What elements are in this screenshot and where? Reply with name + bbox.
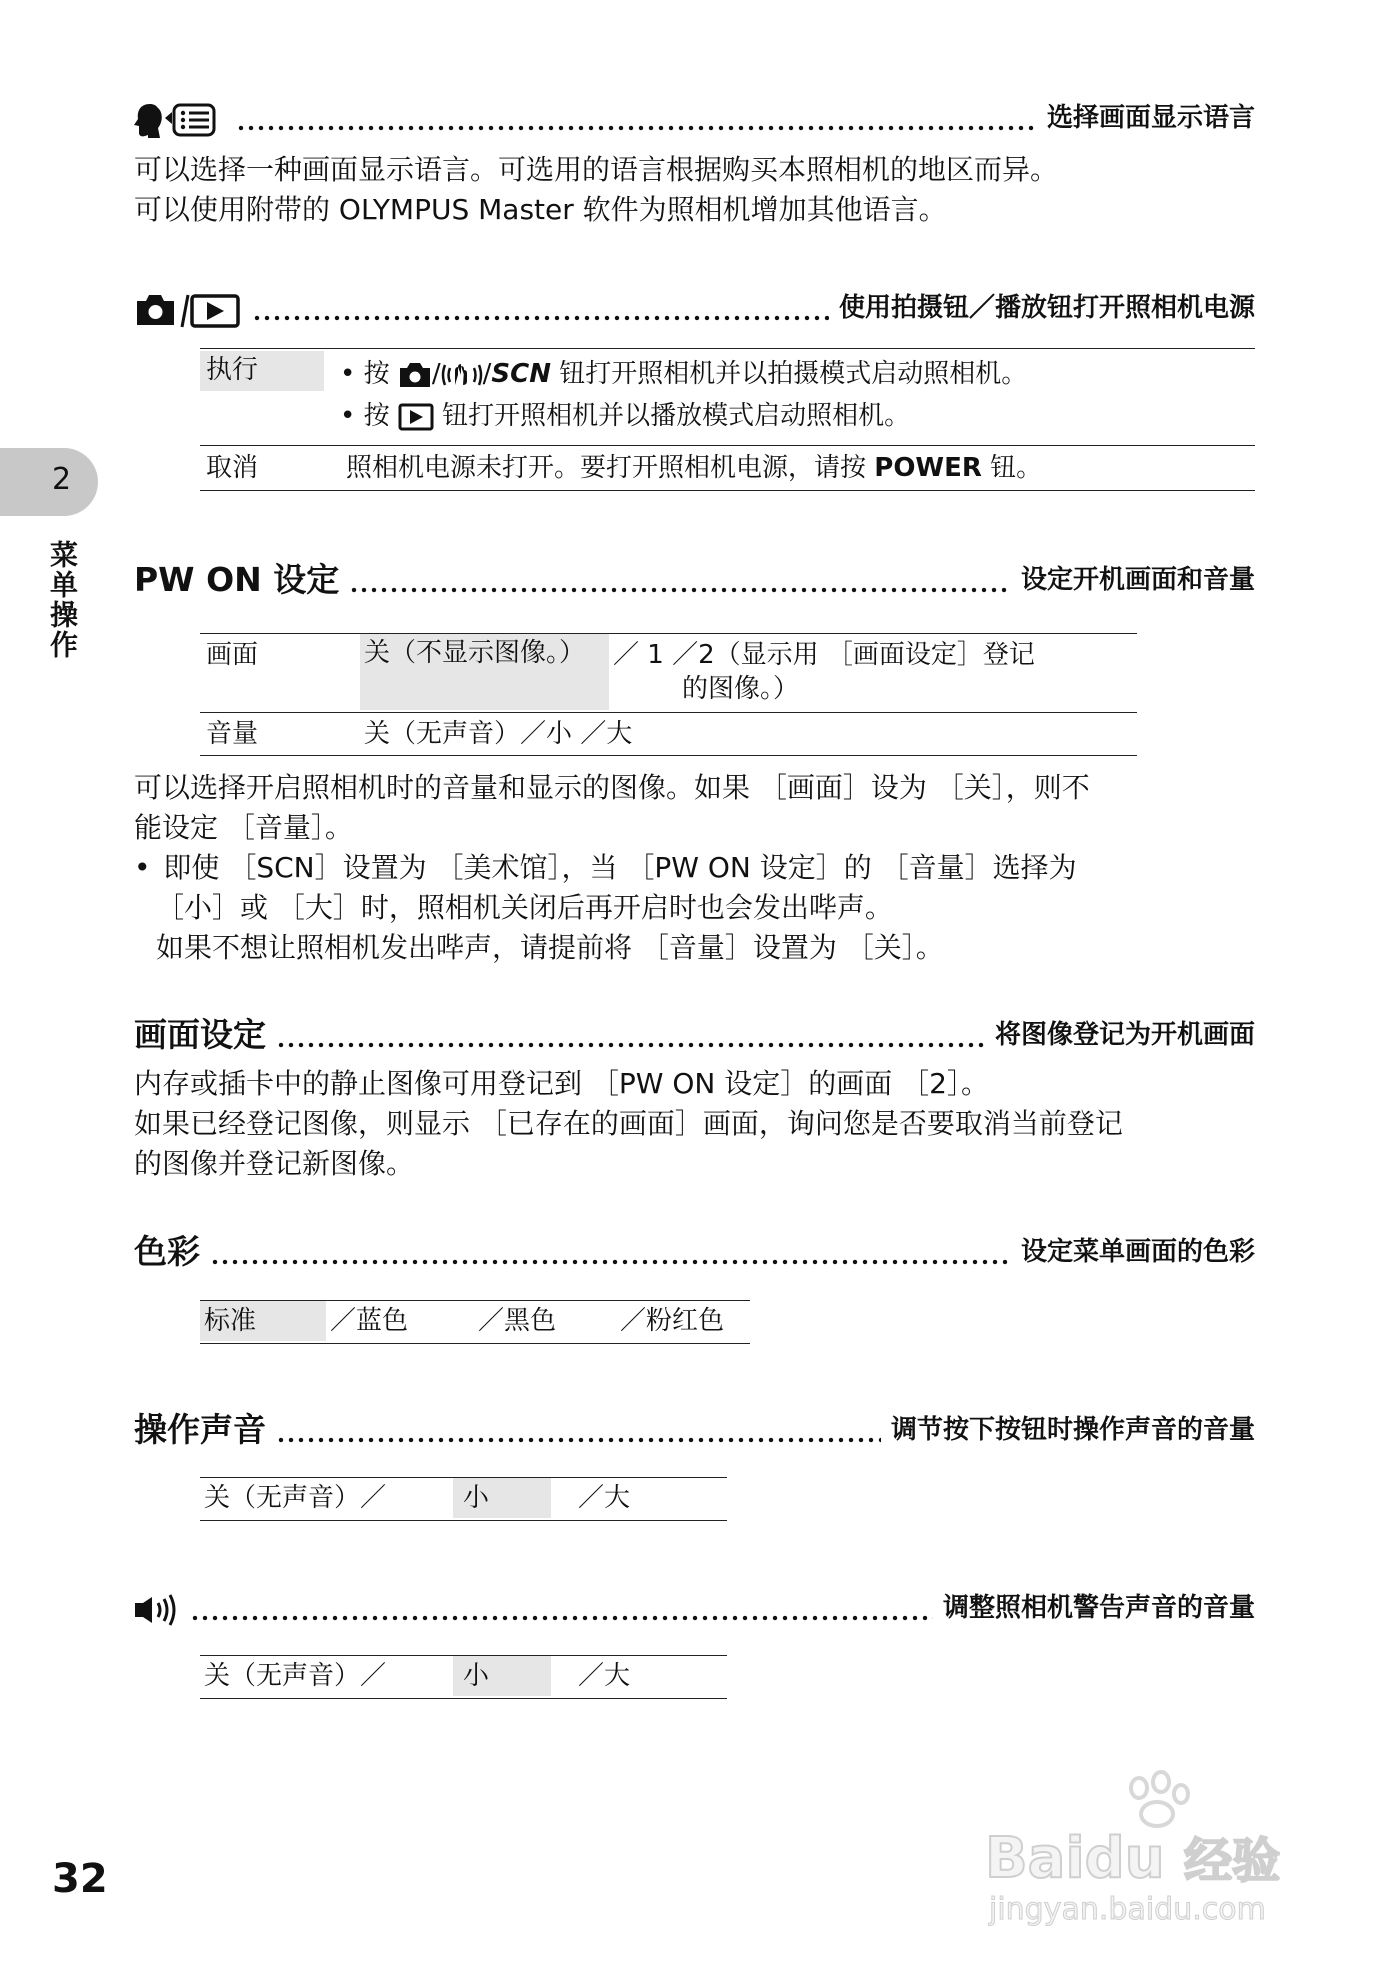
screen-setup-text-3: 的图像并登记新图像。 xyxy=(134,1147,415,1180)
table-row-volume xyxy=(200,713,1137,756)
table-row-screen xyxy=(200,634,1137,713)
leader-dots xyxy=(252,282,829,322)
pw-on-bullet-block xyxy=(134,848,1077,968)
cancel-label: 取消 xyxy=(206,453,259,483)
op-sound-title: 操作声音 xyxy=(134,1410,266,1449)
shoot-play-icons xyxy=(134,286,242,330)
screen-opt-off: 关（不显示图像。） xyxy=(360,634,609,710)
table-row-execute xyxy=(200,349,1255,446)
beep-option-high: ／大 xyxy=(578,1661,631,1691)
screen-setup-desc: 将图像登记为开机画面 xyxy=(994,1020,1255,1050)
color-heading xyxy=(134,1230,1255,1274)
screen-opt-rest: ／ 1 ／2（显示用 ［画面设定］登记 xyxy=(613,640,1035,670)
leader-dots xyxy=(210,1226,1011,1266)
op-sound-options xyxy=(200,1477,727,1521)
op-sound-option-off: 关（无声音）／ xyxy=(204,1483,387,1513)
page-number: 32 xyxy=(52,1856,108,1902)
options-row xyxy=(200,1478,727,1521)
screen-setup-heading xyxy=(134,1013,1255,1057)
language-heading xyxy=(134,96,1255,140)
language-icon xyxy=(134,96,226,140)
camera-icon xyxy=(398,361,432,389)
volume-options: 关（无声音）／小 ／大 xyxy=(364,719,633,749)
screen-setup-title: 画面设定 xyxy=(134,1015,266,1054)
shoot-play-desc: 使用拍摄钮／播放钮打开照相机电源 xyxy=(838,293,1255,323)
bullet-line-2: ［小］或 ［大］时，照相机关闭后再开启时也会发出哔声。 xyxy=(156,891,893,924)
op-sound-desc: 调节按下按钮时操作声音的音量 xyxy=(890,1415,1255,1445)
bullet: • xyxy=(340,401,364,431)
screen-opt-rest-2: 的图像。） xyxy=(682,674,800,704)
cancel-text: 照相机电源未打开。要打开照相机电源，请按 POWER 钮。 xyxy=(346,453,1043,483)
bullet-line-1: • 即使 ［SCN］设置为 ［美术馆］，当 ［PW ON 设定］的 ［音量］选择为 xyxy=(134,851,1077,884)
color-desc: 设定菜单画面的色彩 xyxy=(1020,1237,1255,1267)
options-row xyxy=(200,1301,750,1344)
language-text-1: 可以选择一种画面显示语言。可选用的语言根据购买本照相机的地区而异。 xyxy=(134,153,1059,186)
execute-line-2: • 按 钮打开照相机并以播放模式启动照相机。 xyxy=(340,401,911,431)
play-icon xyxy=(398,403,434,431)
camera-play-icon xyxy=(134,291,242,329)
bullet: • xyxy=(134,851,151,884)
watermark-brand: Baidu 经验 xyxy=(985,1826,1281,1891)
beep-options xyxy=(200,1655,727,1699)
language-text-2: 可以使用附带的 OLYMPUS Master 软件为照相机增加其他语言。 xyxy=(134,193,947,226)
power-label: POWER xyxy=(874,453,982,483)
watermark-url: jingyan.baidu.com xyxy=(989,1892,1266,1927)
pw-on-table xyxy=(200,633,1137,756)
color-option-blue: ／蓝色 xyxy=(330,1306,409,1336)
leader-dots xyxy=(276,1009,985,1049)
color-options xyxy=(200,1300,750,1344)
op-sound-option-low: 小 xyxy=(453,1478,551,1518)
color-title: 色彩 xyxy=(134,1232,200,1271)
bullet-line-3: 如果不想让照相机发出哔声，请提前将 ［音量］设置为 ［关］。 xyxy=(156,931,944,964)
color-option-standard: 标准 xyxy=(200,1301,326,1341)
volume-label: 音量 xyxy=(206,719,259,749)
pw-on-heading xyxy=(134,558,1255,602)
execute-line-1: • 按 / /SCN 钮打开照相机并以拍摄模式启动照相机。 xyxy=(340,359,1028,389)
bullet: • xyxy=(340,359,364,389)
pw-on-text-2: 能设定 ［音量］。 xyxy=(134,811,353,844)
stabilizer-icon xyxy=(441,361,483,389)
pw-on-text-1: 可以选择开启照相机时的音量和显示的图像。如果 ［画面］设为 ［关］，则不 xyxy=(134,771,1090,804)
shoot-play-heading xyxy=(134,286,1255,330)
screen-setup-text-2: 如果已经登记图像，则显示 ［已存在的画面］画面，询问您是否要取消当前登记 xyxy=(134,1107,1123,1140)
chapter-label: 菜单操作 xyxy=(46,540,79,660)
leader-dots xyxy=(236,92,1037,132)
pw-on-title: PW ON 设定 xyxy=(134,560,340,599)
leader-dots xyxy=(190,1582,933,1622)
color-option-pink: ／粉红色 xyxy=(620,1306,725,1336)
execute-label: 执行 xyxy=(200,351,324,391)
leader-dots xyxy=(276,1404,881,1444)
shoot-play-table xyxy=(200,348,1255,491)
beep-option-off: 关（无声音）／ xyxy=(204,1661,387,1691)
pw-on-desc: 设定开机画面和音量 xyxy=(1020,565,1255,595)
beep-option-low: 小 xyxy=(453,1656,551,1696)
screen-label: 画面 xyxy=(206,640,259,670)
language-desc: 选择画面显示语言 xyxy=(1046,103,1255,133)
op-sound-heading xyxy=(134,1408,1255,1452)
speaker-icon xyxy=(134,1586,180,1630)
chapter-tab xyxy=(0,448,98,516)
scn-label: SCN xyxy=(491,359,551,389)
beep-heading xyxy=(134,1586,1255,1630)
baidu-watermark xyxy=(985,1770,1315,1940)
options-row xyxy=(200,1656,727,1699)
leader-dots xyxy=(349,554,1011,594)
screen-setup-text-1: 内存或插卡中的静止图像可用登记到 ［PW ON 设定］的画面 ［2］。 xyxy=(134,1067,989,1100)
beep-desc: 调整照相机警告声音的音量 xyxy=(942,1593,1255,1623)
table-row-cancel xyxy=(200,446,1255,491)
op-sound-option-high: ／大 xyxy=(578,1483,631,1513)
color-option-black: ／黑色 xyxy=(478,1306,557,1336)
chapter-number: 2 xyxy=(52,462,72,497)
